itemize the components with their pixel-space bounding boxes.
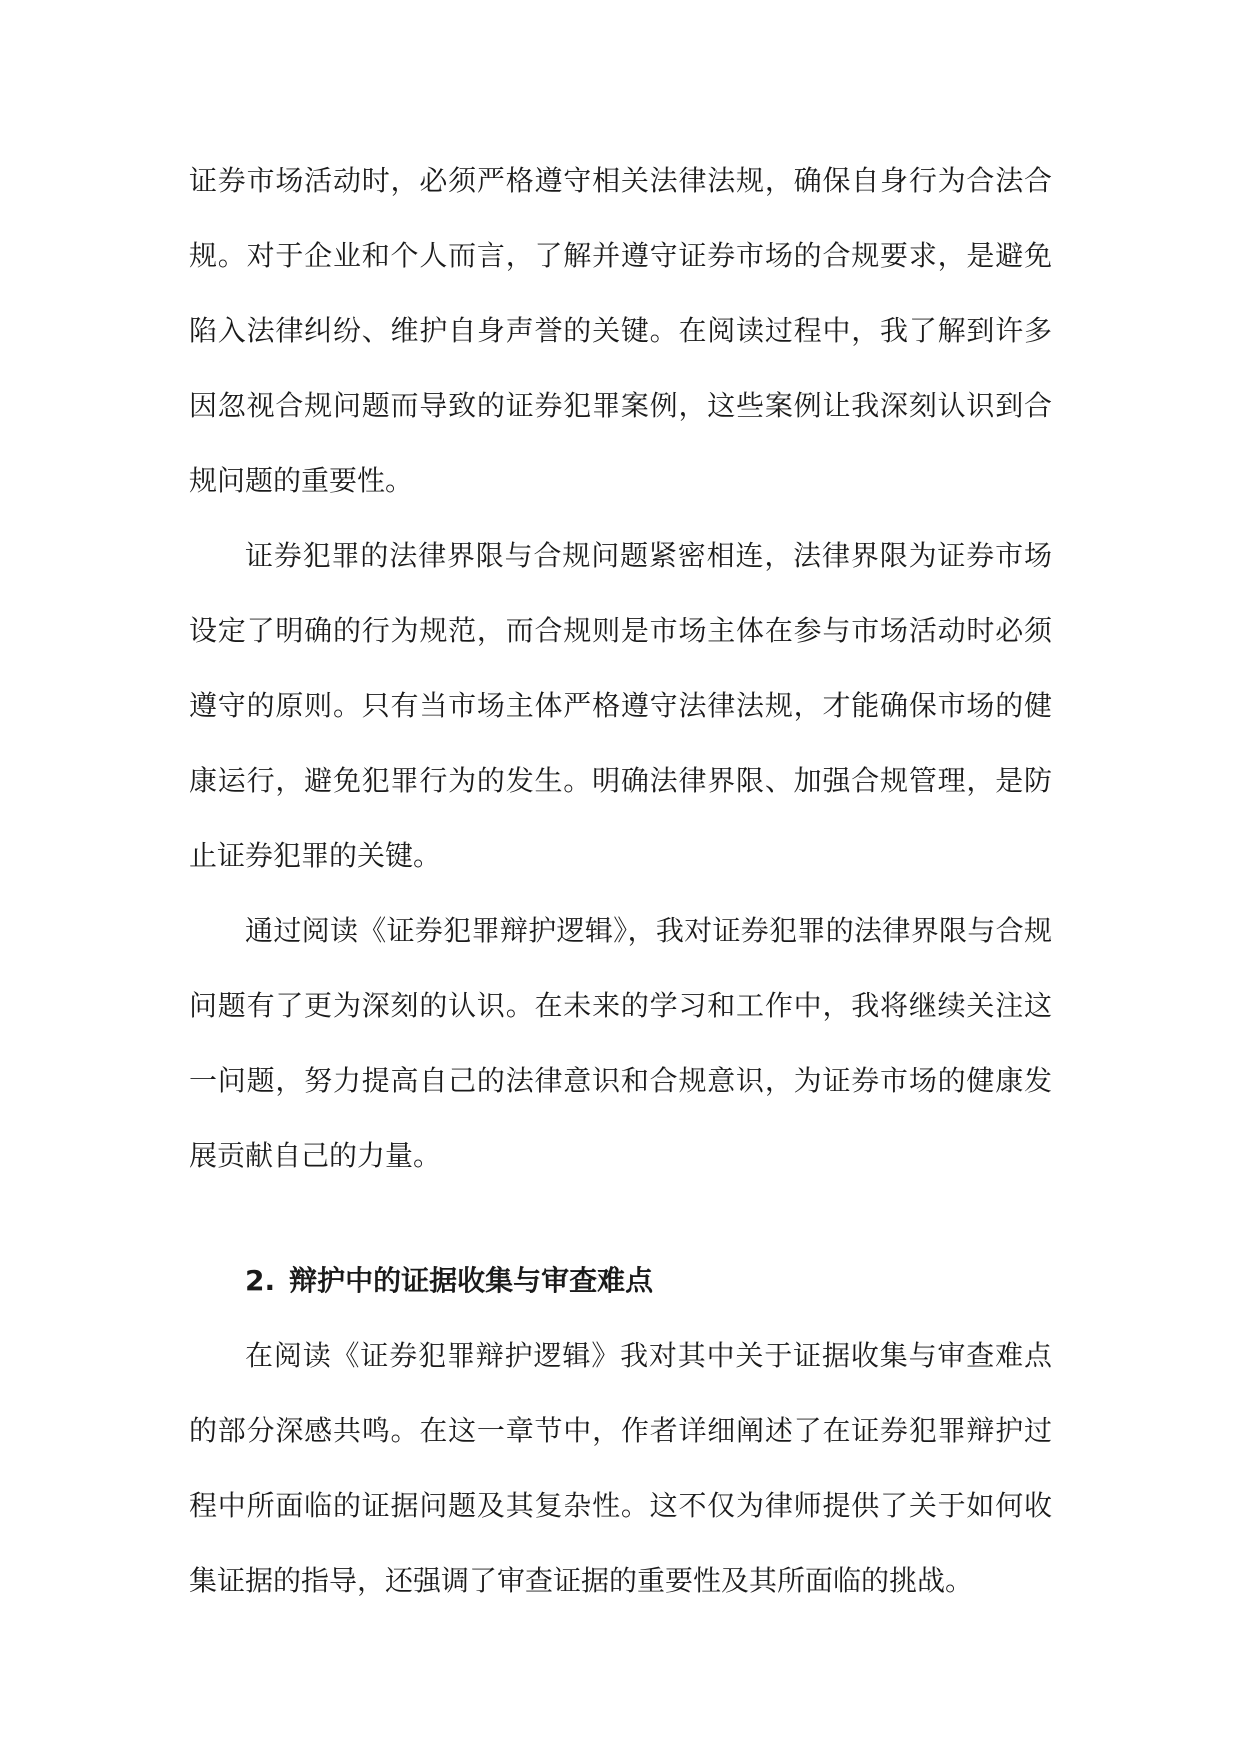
paragraph: 通过阅读《证券犯罪辩护逻辑》，我对证券犯罪的法律界限与合规问题有了更为深刻的认识。在未来的学习和工作中，我将继续关注这一问题，努力提高自己的法律意识和合规意识，为证券市场的健康发展贡献自己的力量。 (189, 914, 1052, 1172)
paragraph: 证券犯罪的法律界限与合规问题紧密相连，法律界限为证券市场设定了明确的行为规范，而合规则是市场主体在参与市场活动时必须遵守的原则。只有当市场主体严格遵守法律法规，才能确保市场的健康运行，避免犯罪行为的发生。明确法律界限、加强合规管理，是防止证券犯罪的关键。 (189, 539, 1052, 872)
section-heading (189, 1243, 1052, 1318)
paragraph-continued: 证券市场活动时，必须严格遵守相关法律法规，确保自身行为合法合规。对于企业和个人而言，了解并遵守证券市场的合规要求，是避免陷入法律纠纷、维护自身声誉的关键。在阅读过程中，我了解到许多因忽视合规问题而导致的证券犯罪案例，这些案例让我深刻认识到合规问题的重要性。 (189, 164, 1052, 497)
document-body (189, 143, 1052, 1618)
paragraph: 在阅读《证券犯罪辩护逻辑》我对其中关于证据收集与审查难点的部分深感共鸣。在这一章节中，作者详细阐述了在证券犯罪辩护过程中所面临的证据问题及其复杂性。这不仅为律师提供了关于如何收集证据的指导，还强调了审查证据的重要性及其所面临的挑战。 (189, 1339, 1052, 1597)
section-title: 辩护中的证据收集与审查难点 (289, 1264, 654, 1297)
section-number: 2. (245, 1264, 276, 1297)
